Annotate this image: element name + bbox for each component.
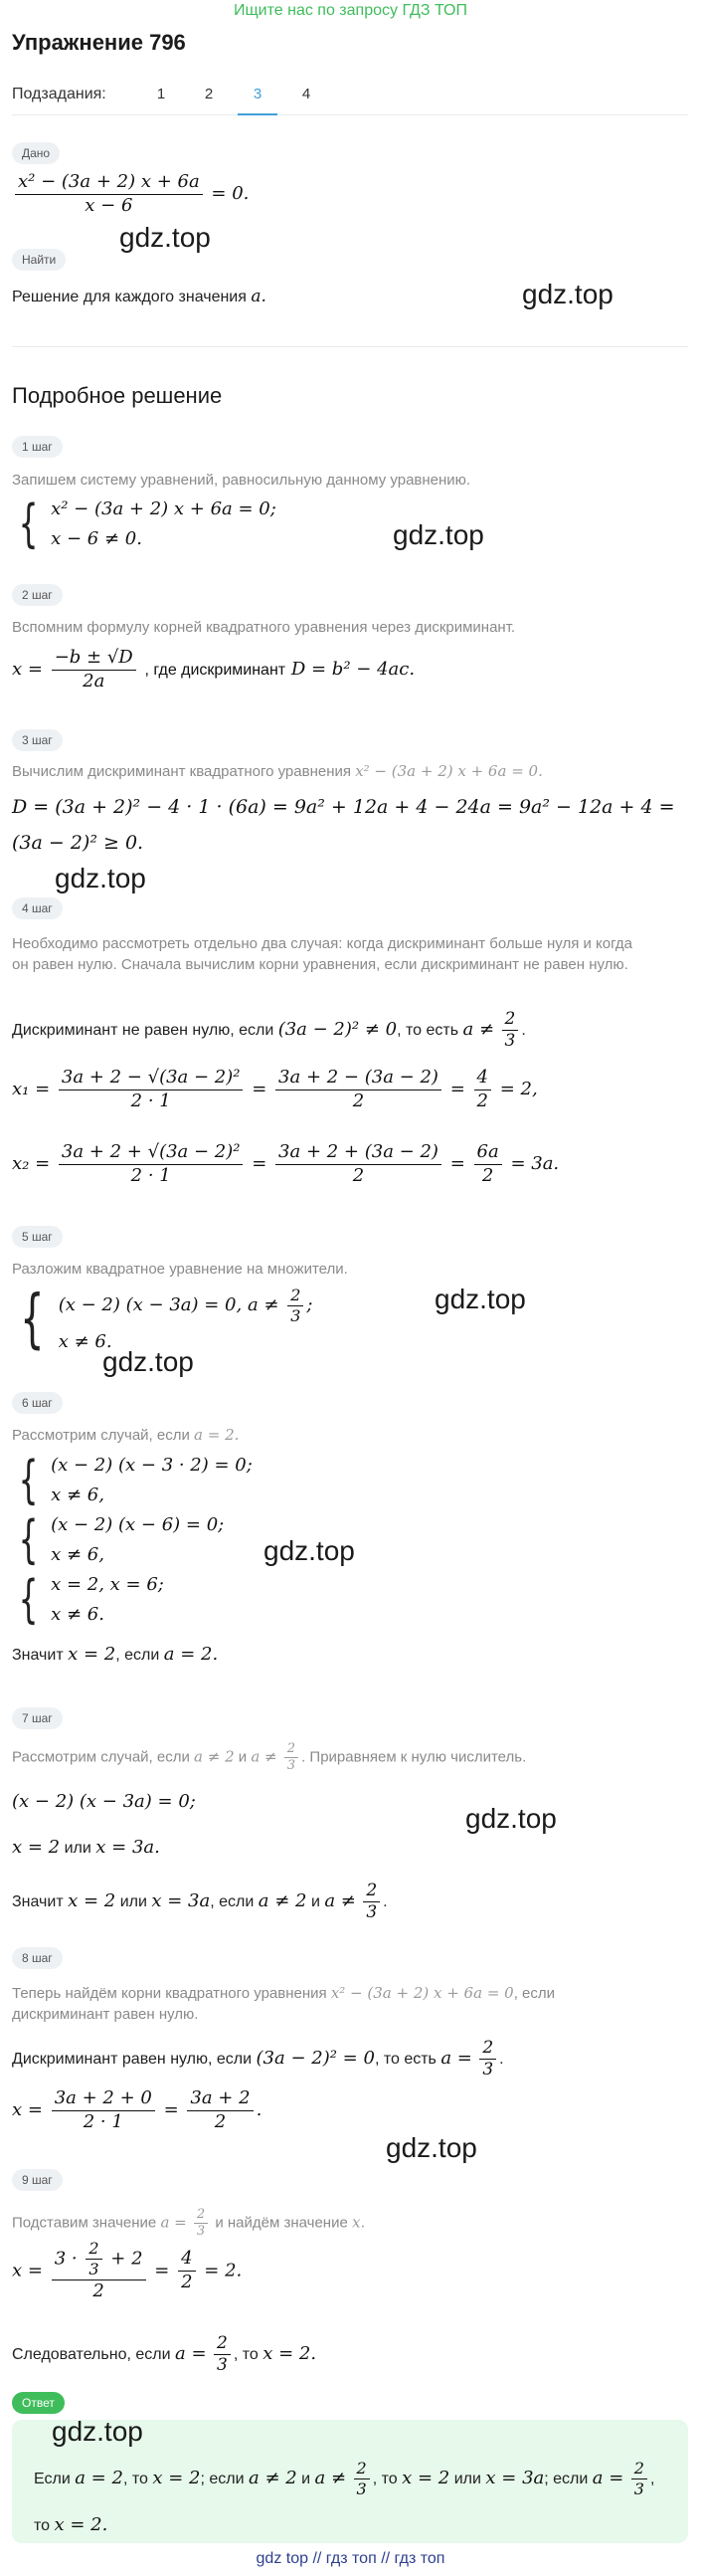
step-6-s2-line-1: (x − 2) (x − 6) = 0; bbox=[51, 1514, 225, 1535]
step-8-cond-math: (3a − 2)² = 0 bbox=[256, 2047, 375, 2069]
step-7-line-1: (x − 2) (x − 3a) = 0; bbox=[12, 1791, 196, 1812]
step-6-system-1 bbox=[12, 1451, 253, 1510]
step-2-denominator: 2a bbox=[83, 670, 105, 692]
answer-m8: x = 2. bbox=[54, 2514, 108, 2535]
step-9-desc-tail: и найдём значение bbox=[215, 2214, 348, 2232]
subtasks-label: Подзадания: bbox=[12, 86, 106, 102]
answer-p4: и bbox=[301, 2471, 311, 2487]
answer-m7: a = bbox=[592, 2468, 624, 2488]
given-denominator: x − 6 bbox=[85, 194, 133, 216]
step-8-denominator-2: 2 bbox=[214, 2110, 227, 2132]
step-6-s3-line-2: x ≠ 6. bbox=[51, 1604, 104, 1625]
step-6-system-3 bbox=[12, 1570, 164, 1630]
frac-den: 3 bbox=[633, 2479, 644, 2499]
eq-sign: = bbox=[449, 1079, 465, 1099]
x2-den-3: 2 bbox=[481, 1164, 494, 1186]
step-3-desc-text: Вычислим дискриминант квадратного уравнения bbox=[12, 763, 352, 780]
step-9-result: = 2. bbox=[204, 2260, 243, 2281]
step-2-tail: , где дискриминант bbox=[144, 662, 286, 679]
step-5-line-1: (x − 2) (x − 3a) = 0, a ≠ bbox=[58, 1294, 279, 1315]
frac-num: 2 bbox=[502, 1009, 519, 1031]
answer-p8: , то bbox=[34, 2471, 655, 2534]
step-7-res-d: a ≠ bbox=[324, 1889, 356, 1911]
step-3-chip: 3 шаг bbox=[12, 729, 63, 751]
step-9-desc-text: Подставим значение bbox=[12, 2214, 157, 2232]
step-4-condition: Дискриминант не равен нулю, если (3a − 2)² ≠ 0, то есть a ≠ $\frac{2}{3}$ . bbox=[12, 1009, 526, 1052]
step-7-result bbox=[12, 1881, 388, 1924]
brace-icon: { bbox=[20, 1283, 45, 1357]
step-9-den-2: 2 bbox=[181, 2271, 193, 2292]
step-9-formula bbox=[12, 2239, 242, 2303]
watermark: gdz.top bbox=[102, 1346, 194, 1377]
x1-result: = 2, bbox=[499, 1079, 538, 1099]
frac-num: 2 bbox=[354, 2459, 370, 2479]
frac-den: 3 bbox=[88, 2260, 99, 2279]
step-7-res-or: или bbox=[119, 1892, 147, 1910]
step-6-res-text: Значит bbox=[12, 1647, 64, 1664]
footer-links[interactable]: gdz top // гдз топ // гдз топ bbox=[256, 2550, 445, 2567]
step-9-final-a: a = bbox=[174, 2342, 207, 2364]
find-text bbox=[12, 287, 266, 306]
eq-sign: = bbox=[154, 2260, 170, 2281]
semicolon: ; bbox=[306, 1294, 313, 1315]
frac-den: 3 bbox=[482, 2060, 494, 2081]
step-7-l2-or: или bbox=[64, 1840, 91, 1857]
x1-num-3: 4 bbox=[474, 1067, 491, 1090]
x2-lhs: x₂ = bbox=[12, 1153, 51, 1174]
step-8-cond-a: a = bbox=[440, 2047, 472, 2069]
step-8-chip: 8 шаг bbox=[12, 1947, 63, 1969]
frac-den: 3 bbox=[196, 2224, 206, 2240]
step-6-desc bbox=[12, 1426, 239, 1444]
step-2-disc: D = b² − 4ac. bbox=[290, 659, 416, 680]
watermark: gdz.top bbox=[55, 863, 146, 893]
brace-icon: { bbox=[18, 1569, 39, 1630]
step-7-res-a: x = 2 bbox=[68, 1889, 116, 1911]
step-8-lhs: x = bbox=[12, 2099, 43, 2120]
top-banner[interactable]: Ищите нас по запросу ГДЗ ТОП bbox=[234, 2, 467, 19]
subtask-tab-4[interactable]: 4 bbox=[301, 86, 311, 102]
step-1-line-1: x² − (3a + 2) x + 6a = 0; bbox=[51, 498, 276, 519]
step-1-desc: Запишем систему уравнений, равносильную данному уравнению. bbox=[12, 472, 471, 489]
step-8-desc-tail: , если дискриминант равен нулю. bbox=[12, 1985, 556, 2023]
step-7-res-if: , если bbox=[210, 1892, 255, 1910]
step-7-res-and: и bbox=[310, 1892, 320, 1910]
step-8-formula bbox=[12, 2087, 262, 2133]
answer-p5: , то bbox=[372, 2471, 398, 2487]
step-3-desc bbox=[12, 762, 543, 780]
answer-p6: или bbox=[453, 2471, 481, 2487]
step-7-desc-m2: a ≠ bbox=[251, 1747, 277, 1766]
dot: . bbox=[256, 2099, 263, 2120]
watermark: gdz.top bbox=[52, 2416, 143, 2447]
step-4-cond-text: Дискриминант не равен нулю, если bbox=[12, 1021, 274, 1039]
x1-numerator: 3a + 2 − √(3a − 2)² bbox=[59, 1067, 244, 1090]
answer-p7: ; если bbox=[544, 2471, 589, 2487]
step-4-x2 bbox=[12, 1141, 559, 1187]
step-8-cond-text: Дискриминант равен нулю, если bbox=[12, 2050, 253, 2068]
watermark: gdz.top bbox=[465, 1803, 557, 1834]
frac-num: 2 bbox=[194, 2207, 208, 2224]
page-title: Упражнение 796 bbox=[12, 30, 186, 55]
x1-numerator-2: 3a + 2 − (3a − 2) bbox=[275, 1067, 441, 1090]
answer-chip: Ответ bbox=[12, 2392, 65, 2414]
frac-num: 2 bbox=[631, 2459, 647, 2479]
step-6-chip: 6 шаг bbox=[12, 1392, 63, 1414]
step-9-plus2: + 2 bbox=[110, 2248, 143, 2270]
step-8-condition bbox=[12, 2038, 504, 2081]
x1-den-3: 2 bbox=[476, 1090, 488, 1111]
find-chip: Найти bbox=[12, 249, 66, 271]
answer-m5: x = 2 bbox=[402, 2468, 450, 2488]
step-1-system bbox=[12, 495, 276, 554]
step-2-numerator: −b ± √D bbox=[52, 647, 136, 671]
frac-den: 3 bbox=[504, 1031, 516, 1052]
step-7-l2-a: x = 2 bbox=[12, 1837, 61, 1858]
answer-p1: Если bbox=[34, 2471, 71, 2487]
step-9-final-mid: , то bbox=[233, 2345, 259, 2363]
brace-icon: { bbox=[18, 1509, 39, 1570]
step-6-s3-line-1: x = 2, x = 6; bbox=[51, 1574, 164, 1595]
step-7-chip: 7 шаг bbox=[12, 1707, 63, 1729]
step-6-s1-line-2: x ≠ 6, bbox=[51, 1485, 104, 1505]
step-2-chip: 2 шаг bbox=[12, 584, 63, 606]
step-8-numerator-2: 3a + 2 bbox=[187, 2087, 253, 2111]
step-4-cond-math: (3a − 2)² ≠ 0 bbox=[277, 1018, 398, 1040]
step-8-denominator: 2 · 1 bbox=[83, 2110, 123, 2132]
x1-denominator-2: 2 bbox=[352, 1090, 365, 1111]
step-7-line-2 bbox=[12, 1837, 160, 1858]
watermark: gdz.top bbox=[435, 1284, 526, 1314]
step-7-res-b: x = 3a bbox=[151, 1889, 211, 1911]
find-label: Решение для каждого значения bbox=[12, 289, 247, 305]
step-4-cond-mid: , то есть bbox=[397, 1021, 459, 1039]
step-9-final bbox=[12, 2333, 316, 2377]
watermark: gdz.top bbox=[393, 519, 484, 550]
step-8-desc-text: Теперь найдём корни квадратного уравнения bbox=[12, 1985, 327, 2002]
step-9-final-text: Следовательно, если bbox=[12, 2345, 171, 2363]
step-6-system-2 bbox=[12, 1510, 224, 1570]
x2-numerator-2: 3a + 2 + (3a − 2) bbox=[275, 1141, 441, 1165]
subtask-tab-1[interactable]: 1 bbox=[156, 86, 166, 102]
step-7-desc-m1: a ≠ 2 bbox=[194, 1747, 235, 1766]
step-6-res-a: x = 2 bbox=[68, 1644, 116, 1665]
step-3-line-2: (3a − 2)² ≥ 0. bbox=[12, 832, 144, 854]
step-4-desc: Необходимо рассмотреть отдельно два случая: когда дискриминант больше нуля и когда он равен нулю. Сначала вычислим корни уравнения, если дискриминант не равен нулю. bbox=[12, 935, 633, 973]
step-5-desc: Разложим квадратное уравнение на множители. bbox=[12, 1261, 348, 1278]
step-6-s1-line-1: (x − 2) (x − 3 · 2) = 0; bbox=[51, 1455, 253, 1476]
brace-icon: { bbox=[18, 494, 39, 554]
step-6-desc-text: Рассмотрим случай, если bbox=[12, 1427, 190, 1444]
step-7-res-c: a ≠ 2 bbox=[258, 1889, 307, 1911]
step-8-desc-math: x² − (3a + 2) x + 6a = 0 bbox=[330, 1984, 514, 2002]
step-9-lhs: x = bbox=[12, 2260, 43, 2281]
step-4-cond-a: a ≠ bbox=[462, 1018, 495, 1040]
step-6-result bbox=[12, 1644, 218, 1665]
step-7-l2-b: x = 3a. bbox=[95, 1837, 160, 1858]
given-rhs: = 0. bbox=[211, 183, 250, 204]
find-var: a. bbox=[251, 287, 266, 306]
step-2-desc: Вспомним формулу корней квадратного уравнения через дискриминант. bbox=[12, 619, 516, 636]
eq-sign: = bbox=[163, 2099, 179, 2120]
frac-den: 3 bbox=[366, 1902, 378, 1923]
watermark: gdz.top bbox=[386, 2132, 477, 2163]
answer-m1: a = 2 bbox=[75, 2468, 123, 2488]
eq-sign: = bbox=[252, 1079, 267, 1099]
frac-num: 2 bbox=[86, 2239, 101, 2260]
x1-lhs: x₁ = bbox=[12, 1079, 51, 1099]
answer-text bbox=[34, 2456, 670, 2549]
step-3-line-1: D = (3a + 2)² − 4 · 1 · (6a) = 9a² + 12a + 4 − 24a = 9a² − 12a + 4 = bbox=[12, 796, 675, 818]
answer-p3: ; если bbox=[200, 2471, 245, 2487]
x2-numerator: 3a + 2 + √(3a − 2)² bbox=[59, 1141, 244, 1165]
step-4-x1 bbox=[12, 1067, 538, 1112]
x1-denominator: 2 · 1 bbox=[130, 1090, 171, 1111]
frac-den: 3 bbox=[216, 2355, 228, 2376]
step-8-desc bbox=[12, 1983, 648, 2025]
dot: . bbox=[383, 1892, 388, 1910]
frac-den: 3 bbox=[290, 1305, 301, 1325]
step-1-line-2: x − 6 ≠ 0. bbox=[51, 528, 142, 549]
answer-m4: a ≠ bbox=[314, 2468, 347, 2488]
x2-denominator-2: 2 bbox=[352, 1164, 365, 1186]
step-7-desc-and: и bbox=[238, 1748, 248, 1766]
brace-icon: { bbox=[18, 1450, 39, 1510]
watermark: gdz.top bbox=[119, 222, 211, 253]
step-9-num-2: 4 bbox=[178, 2248, 195, 2272]
step-9-final-x: x = 2. bbox=[263, 2342, 317, 2364]
step-7-desc bbox=[12, 1741, 526, 1775]
eq-sign: = bbox=[449, 1153, 465, 1174]
answer-m6: x = 3a bbox=[485, 2468, 545, 2488]
watermark: gdz.top bbox=[522, 279, 613, 309]
answer-m3: a ≠ 2 bbox=[248, 2468, 297, 2488]
step-9-desc-x: x. bbox=[351, 2213, 366, 2232]
step-4-chip: 4 шаг bbox=[12, 897, 63, 919]
given-equation bbox=[12, 171, 249, 217]
step-9-desc bbox=[12, 2207, 365, 2241]
subtask-tab-3[interactable]: 3 bbox=[238, 86, 277, 115]
step-6-res-b: a = 2. bbox=[163, 1644, 219, 1665]
answer-p2: , то bbox=[122, 2471, 148, 2487]
step-6-s2-line-2: x ≠ 6, bbox=[51, 1544, 104, 1565]
subtask-tab-2[interactable]: 2 bbox=[204, 86, 214, 102]
step-2-lhs: x = bbox=[12, 659, 43, 680]
step-8-numerator: 3a + 2 + 0 bbox=[52, 2087, 155, 2111]
step-7-desc-text: Рассмотрим случай, если bbox=[12, 1748, 190, 1766]
solution-title: Подробное решение bbox=[12, 383, 223, 408]
step-9-denominator: 2 bbox=[92, 2280, 104, 2301]
step-5-line-2: x ≠ 6. bbox=[58, 1331, 112, 1352]
step-6-desc-math: a = 2. bbox=[194, 1426, 240, 1444]
answer-m2: x = 2 bbox=[152, 2468, 201, 2488]
step-3-desc-math: x² − (3a + 2) x + 6a = 0. bbox=[355, 762, 543, 780]
frac-num: 2 bbox=[287, 1286, 303, 1306]
frac-num: 2 bbox=[363, 1881, 380, 1902]
step-1-chip: 1 шаг bbox=[12, 436, 63, 458]
step-2-formula bbox=[12, 647, 415, 693]
step-8-cond-mid: , то есть bbox=[374, 2050, 437, 2068]
step-7-res-text: Значит bbox=[12, 1892, 64, 1910]
step-7-desc-tail: . Приравняем к нулю числитель. bbox=[301, 1748, 527, 1766]
step-9-three-dot: 3 · bbox=[54, 2248, 78, 2270]
given-numerator: x² − (3a + 2) x + 6a bbox=[15, 171, 203, 195]
x2-result: = 3a. bbox=[510, 1153, 560, 1174]
step-9-desc-a: a = bbox=[160, 2213, 187, 2232]
step-6-res-mid: , если bbox=[115, 1647, 160, 1664]
x2-num-3: 6a bbox=[474, 1141, 502, 1165]
step-5-chip: 5 шаг bbox=[12, 1226, 63, 1248]
frac-num: 2 bbox=[284, 1741, 298, 1758]
step-9-chip: 9 шаг bbox=[12, 2169, 63, 2191]
watermark: gdz.top bbox=[263, 1535, 355, 1566]
dot: . bbox=[499, 2050, 504, 2068]
frac-num: 2 bbox=[214, 2333, 231, 2355]
given-chip: Дано bbox=[12, 142, 60, 164]
frac-num: 2 bbox=[479, 2038, 496, 2060]
x2-denominator: 2 · 1 bbox=[130, 1164, 171, 1186]
eq-sign: = bbox=[252, 1153, 267, 1174]
divider bbox=[12, 346, 688, 347]
frac-den: 3 bbox=[286, 1758, 296, 1774]
subtasks-bar bbox=[12, 80, 688, 115]
frac-den: 3 bbox=[356, 2479, 367, 2499]
